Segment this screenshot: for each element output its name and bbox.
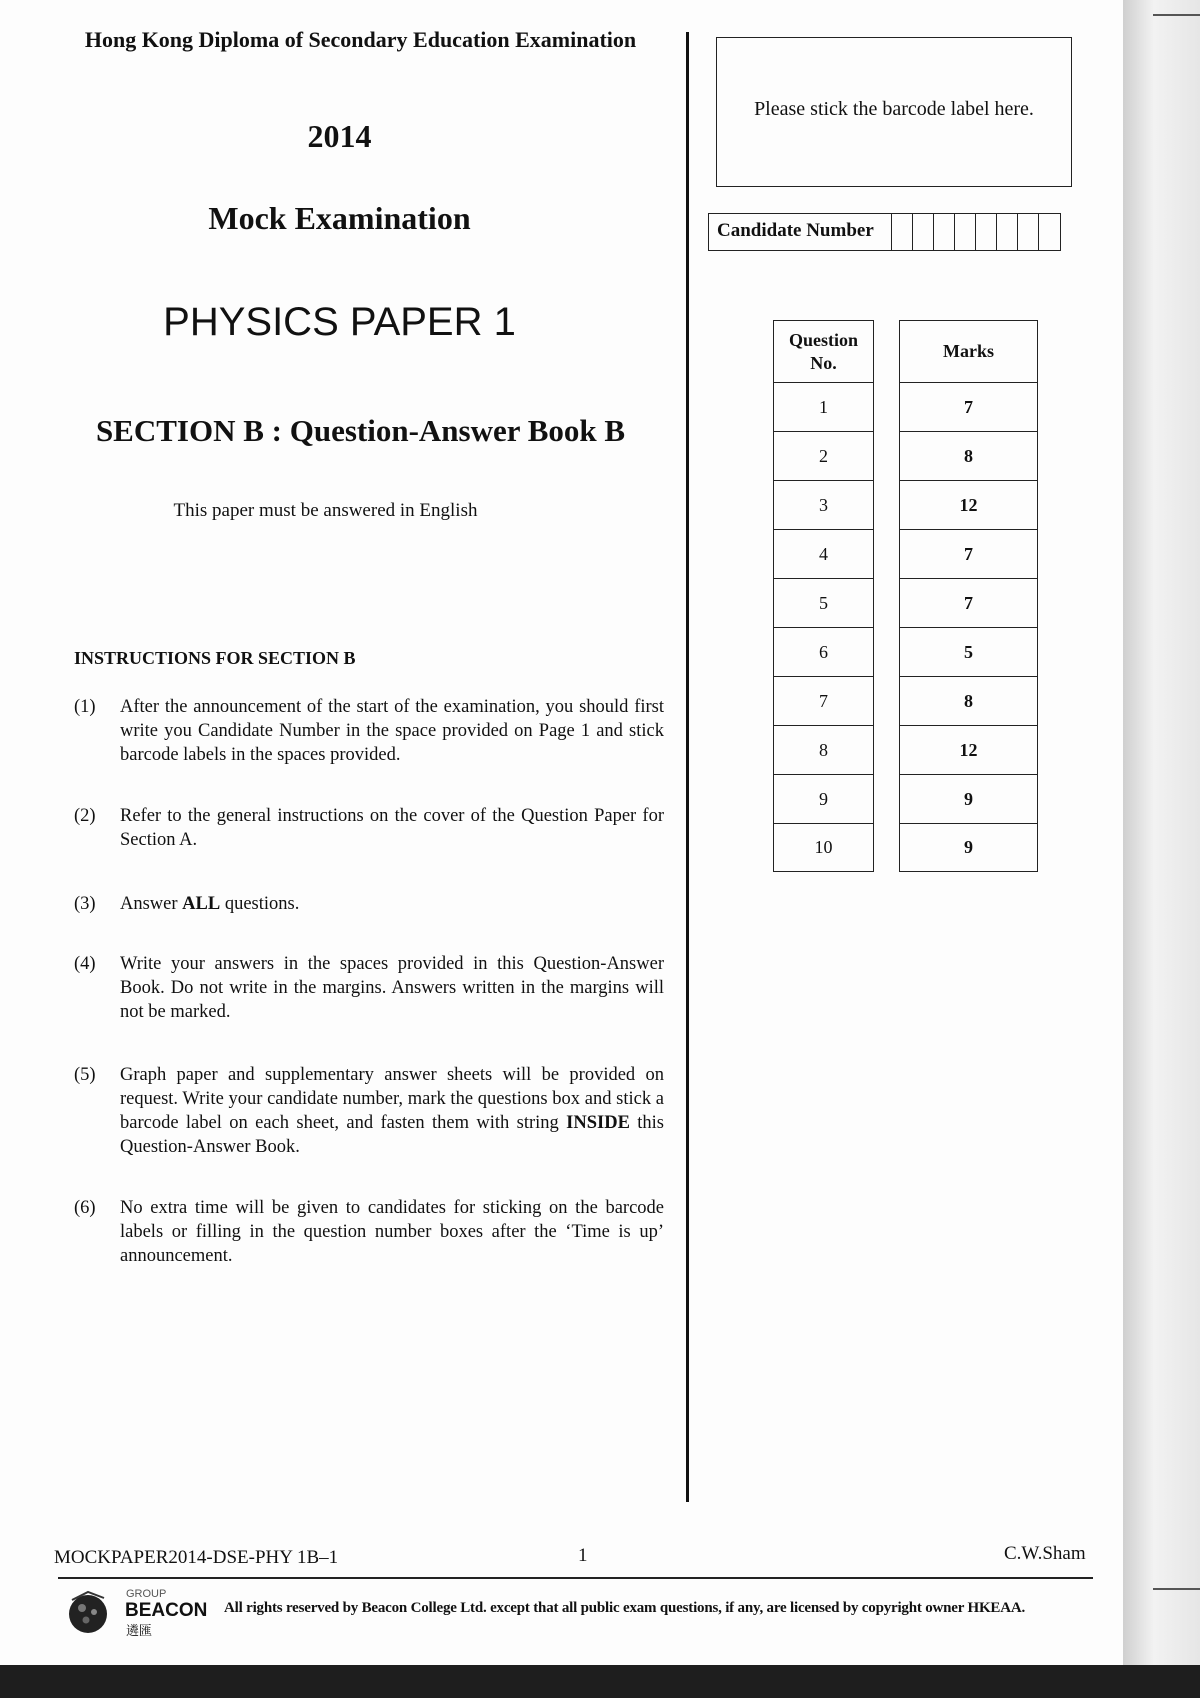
- instruction-emphasis: ALL: [182, 894, 221, 914]
- instructions-title: INSTRUCTIONS FOR SECTION B: [74, 648, 356, 668]
- instruction-text: [120, 892, 664, 916]
- question-number-cell: 5: [773, 578, 874, 627]
- instruction-number: (6): [74, 1198, 96, 1218]
- marks-cell: 12: [899, 725, 1038, 774]
- instruction-text-part: questions.: [220, 894, 300, 914]
- paper-code: MOCKPAPER2014-DSE-PHY 1B–1: [54, 1547, 339, 1568]
- candidate-digit-box: [976, 214, 997, 250]
- marks-cell: 7: [899, 529, 1038, 578]
- question-number-cell: 10: [773, 823, 874, 872]
- candidate-digit-box: [913, 214, 934, 250]
- instruction-number: (1): [74, 697, 96, 717]
- barcode-label-text: Please stick the barcode label here.: [754, 98, 1034, 120]
- question-number-cell: 7: [773, 676, 874, 725]
- instruction-text: After the announcement of the start of the examination, you should first write you Candidate Number in the space provided on Page 1 and stick barcode labels in the spaces provided.: [120, 697, 664, 765]
- question-number-cell: 6: [773, 627, 874, 676]
- instruction-text-part: Answer: [120, 894, 183, 914]
- instruction-text: Refer to the general instructions on the cover of the Question Paper for Section A.: [120, 806, 664, 850]
- section-title: SECTION B : Question-Answer Book B: [95, 413, 626, 448]
- candidate-digit-box: [997, 214, 1018, 250]
- copyright-notice: All rights reserved by Beacon College Ltd. except that all public exam questions, if any, are licensed by copyright owner HKEAA.: [224, 1600, 1026, 1616]
- marks-cell: 5: [899, 627, 1038, 676]
- candidate-digit-box: [934, 214, 955, 250]
- question-number-cell: 8: [773, 725, 874, 774]
- logo-group-text: GROUP: [126, 1588, 167, 1600]
- question-number-cell: 4: [773, 529, 874, 578]
- marks-cell: 9: [899, 823, 1038, 872]
- instruction-text: No extra time will be given to candidates for sticking on the barcode labels or filling in the question number boxes after the ‘Time is up’ announcement.: [120, 1198, 664, 1266]
- instruction-text-part: this Question-Answer Book.: [120, 1113, 665, 1157]
- marks-cell: 12: [899, 480, 1038, 529]
- paper-title: PHYSICS PAPER 1: [163, 300, 516, 344]
- marks-cell: 8: [899, 431, 1038, 480]
- marks-cell: 7: [899, 578, 1038, 627]
- question-number-cell: 9: [773, 774, 874, 823]
- edge-line: [1153, 14, 1200, 16]
- candidate-number-label: Candidate Number: [709, 214, 892, 250]
- author-name: C.W.Sham: [1004, 1543, 1086, 1564]
- instruction-text: Write your answers in the spaces provided in this Question-Answer Book. Do not write in the margins. Answers written in the margins will not be marked.: [120, 954, 664, 1022]
- instruction-emphasis: INSIDE: [566, 1113, 630, 1133]
- instruction-item: [74, 1196, 664, 1268]
- instruction-number: (4): [74, 954, 96, 974]
- marks-cell: 9: [899, 774, 1038, 823]
- exam-name: Hong Kong Diploma of Secondary Education Examination: [84, 27, 637, 52]
- instruction-number: (2): [74, 806, 96, 826]
- column-divider: [686, 32, 689, 1502]
- exam-year: 2014: [307, 118, 372, 154]
- edge-line: [1153, 1588, 1200, 1590]
- instruction-number: (5): [74, 1065, 96, 1085]
- question-number-cell: 3: [773, 480, 874, 529]
- scanner-background: [0, 1665, 1200, 1698]
- instruction-item: [74, 804, 664, 852]
- barcode-label-box: [716, 37, 1072, 187]
- instruction-text-part: Graph paper and supplementary answer sheets will be provided on request. Write your candidate number, mark the questions box and stick a barcode label on each sheet, and fasten them with string: [120, 1065, 664, 1133]
- question-number-column: [773, 320, 874, 872]
- footer-rule: [58, 1577, 1093, 1579]
- instruction-item: [74, 1063, 664, 1159]
- exam-type: Mock Examination: [208, 200, 471, 236]
- candidate-digit-box: [1018, 214, 1039, 250]
- marks-cell: 7: [899, 382, 1038, 431]
- question-number-cell: 1: [773, 382, 874, 431]
- question-number-header: Question No.: [773, 320, 874, 382]
- logo-chinese-name: 遴匯: [126, 1623, 153, 1638]
- instruction-item: [74, 695, 664, 767]
- page-number: 1: [578, 1545, 588, 1566]
- candidate-number-field: [708, 213, 1061, 251]
- next-page-edge: [1123, 0, 1200, 1665]
- marks-header: Marks: [899, 320, 1038, 382]
- language-note: This paper must be answered in English: [173, 500, 478, 521]
- question-number-cell: 2: [773, 431, 874, 480]
- marks-column: [899, 320, 1038, 872]
- logo-name: BEACON: [125, 1600, 208, 1621]
- instruction-text: [120, 1063, 664, 1159]
- candidate-digit-box: [1039, 214, 1060, 250]
- marks-cell: 8: [899, 676, 1038, 725]
- candidate-digit-box: [955, 214, 976, 250]
- instruction-item: [74, 952, 664, 1024]
- beacon-logo-icon: [66, 1590, 110, 1634]
- candidate-digit-box: [892, 214, 913, 250]
- instruction-item: [74, 892, 664, 916]
- instruction-number: (3): [74, 894, 96, 914]
